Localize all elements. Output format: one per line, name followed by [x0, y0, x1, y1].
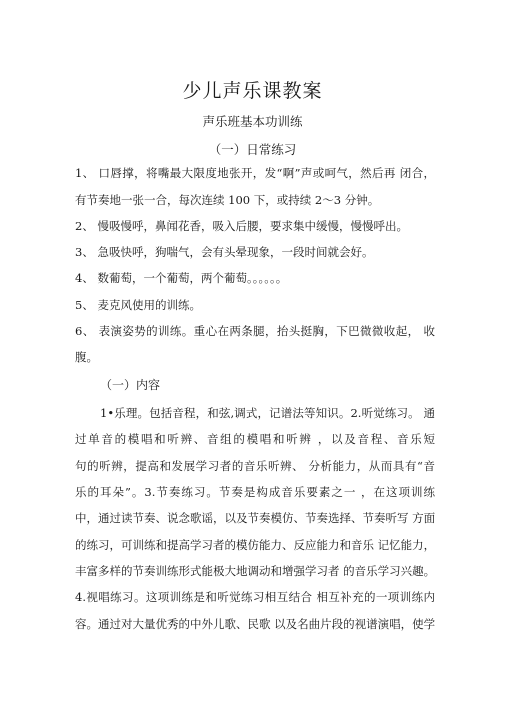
daily-line-8: 腹。	[75, 350, 98, 364]
daily-line-1: 1、 口唇撑，将嘴最大限度地张开，发“啊”声或呵气，然后再 闭合，	[75, 166, 435, 180]
daily-line-2: 有节奏地一张一合，每次连续 100 下，或持续 2〜3 分钟。	[75, 193, 380, 207]
daily-line-7: 6、 表演姿势的训练。重心在两条腿，抬头挺胸，下巴微微收起， 收	[75, 324, 435, 338]
content-line-5: 中，通过读节奏、说念歌谣，以及节奏模仿、节奏选择、节奏听写 方面	[75, 511, 436, 525]
content-line-1: 1•乐理。包括音程，和弦,调式，记谱法等知识。2.听觉练习。 通	[100, 406, 435, 420]
content-line-8: 4.视唱练习。这项训练是和听觉练习相互结合 相互补充的一项训练内	[75, 590, 435, 604]
section-heading-daily: （一）日常练习	[208, 142, 297, 157]
daily-line-3: 2、 慢吸慢呼，鼻闻花香，吸入后腰，要求集中缓慢，慢慢呼出。	[75, 219, 408, 233]
content-line-9: 容。通过对大量优秀的中外儿歌、民歌 以及名曲片段的视谱演唱，使学	[75, 617, 436, 631]
daily-line-6: 5、 麦克风使用的训练。	[75, 298, 201, 312]
document-subtitle: 声乐班基本功训练	[202, 114, 303, 129]
content-line-3: 句的听辨，提高和发展学习者的音乐听辨、 分析能力，从而具有“音	[75, 459, 435, 473]
content-line-6: 的练习，可训练和提高学习者的模仿能力、反应能力和音乐 记忆能力，	[75, 538, 436, 552]
content-line-4: 乐的耳朵”。3.节奏练习。节奏是构成音乐要素之一 ，在这项训练	[75, 485, 435, 499]
section-heading-content: （一）内容	[100, 378, 161, 392]
daily-line-4: 3、 急吸快呼，狗喘气，会有头晕现象，一段时间就会好。	[75, 245, 374, 259]
daily-line-5: 4、 数葡萄，一个葡萄，两个葡萄。。。。。。	[75, 271, 288, 285]
content-line-7: 丰富多样的节奏训练形式能极大地调动和增强学习者 的音乐学习兴趣。	[75, 564, 436, 578]
content-line-2: 过单音的模唱和听辨、音组的模唱和听辨 ，以及音程、音乐短	[75, 432, 435, 446]
document-title: 少儿声乐课教案	[182, 80, 323, 102]
